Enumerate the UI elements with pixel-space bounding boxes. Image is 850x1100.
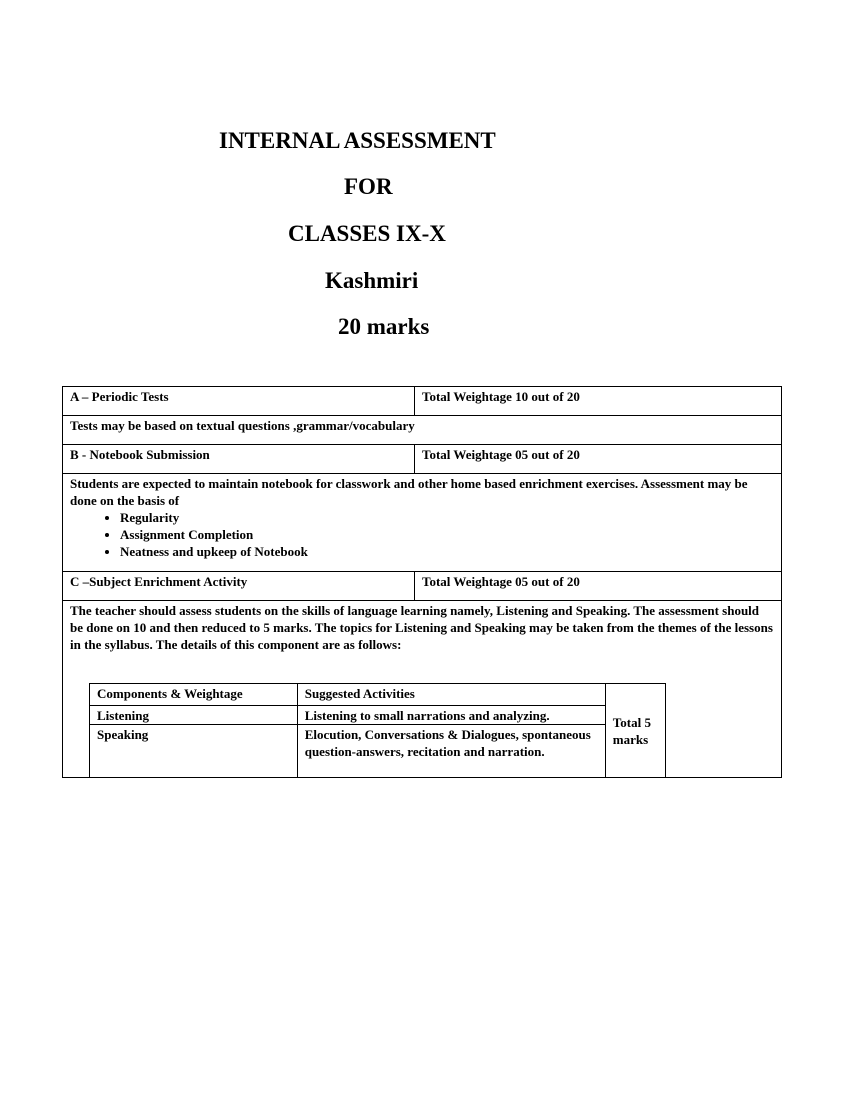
section-a-title: A – Periodic Tests (63, 387, 415, 416)
activity-listening: Listening to small narrations and analyzing. (297, 706, 605, 725)
components-table (89, 683, 666, 777)
section-b-description: Students are expected to maintain notebook for classwork and other home based enrichment exercises. Assessment may be done on the basis of (70, 476, 748, 508)
section-c-header-row (63, 572, 782, 601)
list-item: • Regularity (120, 509, 774, 526)
list-item: • Neatness and upkeep of Notebook (120, 543, 774, 560)
section-b-weightage: Total Weightage 05 out of 20 (415, 445, 782, 474)
section-a-weightage: Total Weightage 10 out of 20 (415, 387, 782, 416)
activities-header: Suggested Activities (297, 684, 605, 706)
section-c-description-row (63, 601, 782, 778)
heading-line-for: FOR (344, 174, 393, 199)
components-header-row (90, 684, 666, 706)
section-b-description-row (63, 474, 782, 572)
section-a-description: Tests may be based on textual questions ,grammar/vocabulary (63, 416, 782, 445)
components-header: Components & Weightage (90, 684, 298, 706)
section-b-description-cell (63, 474, 782, 572)
section-c-description-cell (63, 601, 782, 778)
activity-speaking: Elocution, Conversations & Dialogues, spontaneous question-answers, recitation and narration. (297, 725, 605, 778)
section-a-header-row (63, 387, 782, 416)
section-c-title: C –Subject Enrichment Activity (63, 572, 415, 601)
list-item: • Assignment Completion (120, 526, 774, 543)
section-b-header-row (63, 445, 782, 474)
section-c-weightage: Total Weightage 05 out of 20 (415, 572, 782, 601)
section-b-criteria-list (70, 509, 774, 560)
assessment-table (62, 386, 782, 778)
heading-line-subject: Kashmiri (325, 268, 419, 293)
heading-line-internal-assessment: INTERNAL ASSESSMENT (219, 128, 496, 153)
section-c-description: The teacher should assess students on the skills of language learning namely, Listening and Speaking. The assessment should be done on 10 and then reduced to 5 marks. The topics for Listening and Speaking may be taken from the themes of the lessons in the syllabus. The details of this component are as follows: (70, 603, 773, 652)
heading-line-marks: 20 marks (338, 314, 430, 339)
section-b-title: B - Notebook Submission (63, 445, 415, 474)
component-listening: Listening (90, 706, 298, 725)
component-speaking: Speaking (90, 725, 298, 778)
spacer (70, 653, 774, 683)
table-row (90, 725, 666, 778)
section-a-description-row (63, 416, 782, 445)
total-marks: Total 5 marks (605, 684, 665, 778)
table-row (90, 706, 666, 725)
heading-line-classes: CLASSES IX-X (288, 221, 446, 246)
